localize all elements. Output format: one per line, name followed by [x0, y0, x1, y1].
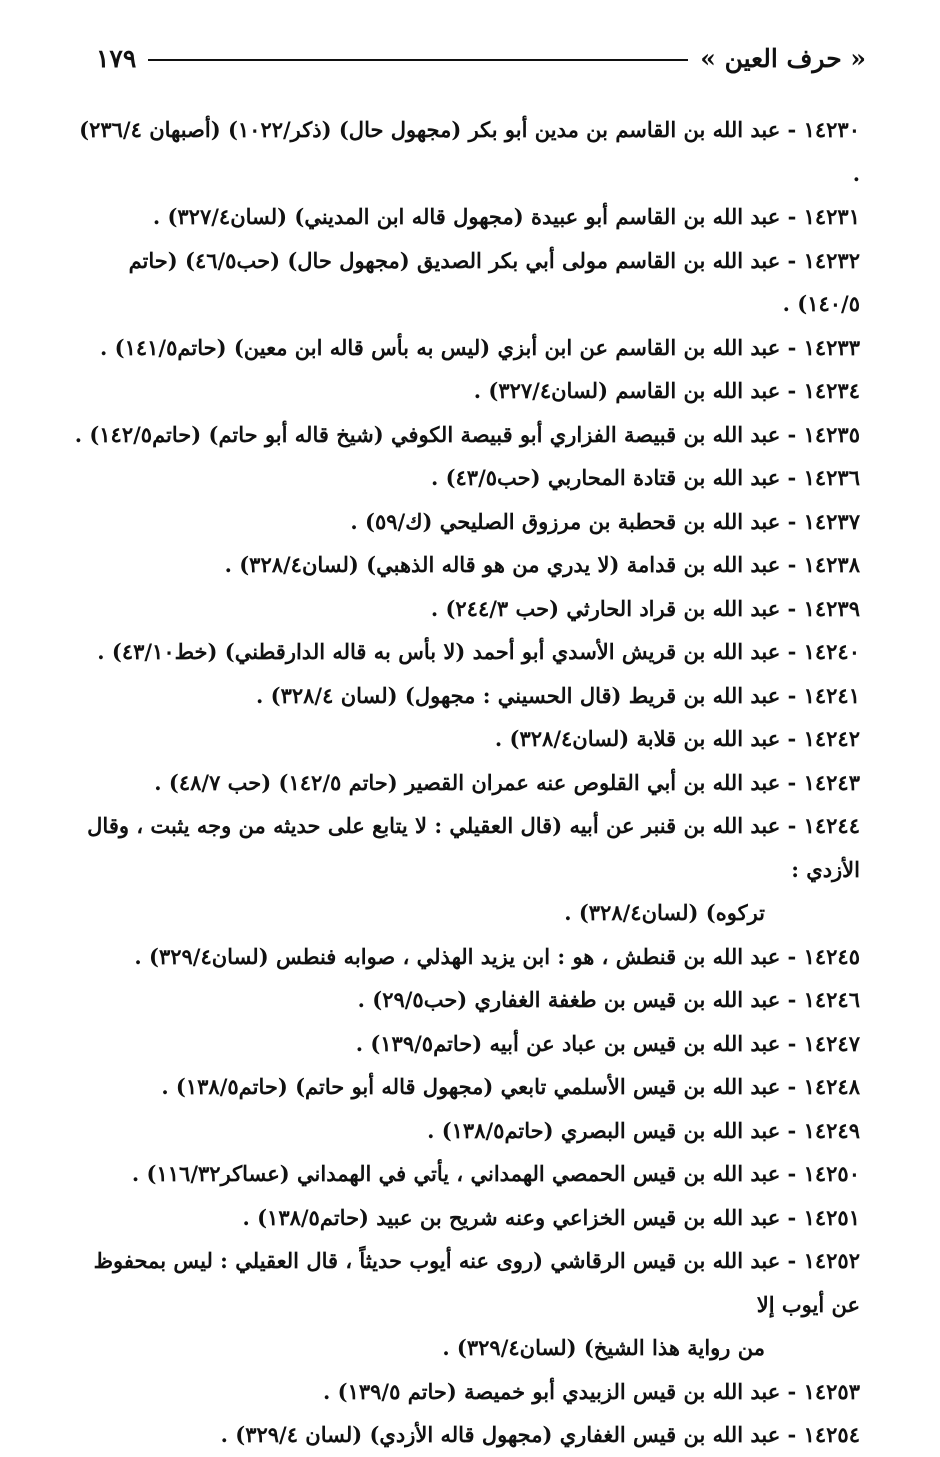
- entry-text: ١٤٢٣٤ - عبد الله بن القاسم (لسان٣٢٧/٤) .: [473, 378, 860, 403]
- entry: [70, 674, 860, 718]
- entry: [70, 587, 860, 631]
- entry-text: ١٤٢٤١ - عبد الله بن قريط (قال الحسيني : مجهول) (لسان ٣٢٨/٤) .: [256, 682, 860, 708]
- entry: [70, 1152, 860, 1196]
- entry: [70, 369, 860, 413]
- entry-text: ١٤٢٥١ - عبد الله بن قيس الخزاعي وعنه شريح بن عبيد (حاتم١٣٨/٥) .: [242, 1204, 860, 1230]
- entry: [70, 978, 860, 1022]
- entry-continuation: من رواية هذا الشيخ) (لسان٣٢٩/٤) .: [442, 1335, 765, 1360]
- entry: [70, 1239, 860, 1370]
- header-rule: [148, 59, 688, 61]
- entry: [70, 717, 860, 761]
- entry: [70, 326, 860, 370]
- entries-list: [70, 108, 860, 1457]
- entry-text: ١٤٢٣١ - عبد الله بن القاسم أبو عبيدة (مجهول قاله ابن المديني) (لسان٣٢٧/٤) .: [152, 204, 860, 229]
- entry: [70, 935, 860, 979]
- entry: [70, 804, 860, 935]
- entry-text: ١٤٢٤٩ - عبد الله بن قيس البصري (حاتم١٣٨/٥) .: [427, 1117, 860, 1143]
- entry-text: ١٤٢٥٣ - عبد الله بن قيس الزبيدي أبو خميصة (حاتم ١٣٩/٥) .: [323, 1378, 860, 1404]
- entry-text: ١٤٢٤٥ - عبد الله بن قنطش ، هو : ابن يزيد الهذلي ، صوابه فنطس (لسان٣٢٩/٤) .: [134, 943, 860, 969]
- page-number: ١٧٩: [96, 43, 137, 73]
- entry: [70, 1022, 860, 1066]
- entry-continuation: تركوه) (لسان٣٢٨/٤) .: [564, 900, 765, 925]
- entry: [70, 630, 860, 674]
- entry: [70, 1065, 860, 1109]
- entry-text: ١٤٢٣٥ - عبد الله بن قبيصة الفزاري أبو قبيصة الكوفي (شيخ قاله أبو حاتم) (حاتم١٤٢/٥) .: [74, 421, 860, 447]
- entry-text: ١٤٢٣٠ - عبد الله بن القاسم بن مدين أبو بكر (مجهول حال) (ذكر/١٠٢٢) (أصبهان ٢٣٦/٤) .: [79, 117, 860, 186]
- entry-text: ١٤٢٣٢ - عبد الله بن القاسم مولى أبي بكر الصديق (مجهول حال) (حب٤٦/٥) (حاتم ١٤٠/٥) .: [128, 247, 860, 316]
- entry: [70, 500, 860, 544]
- entry: [70, 1370, 860, 1414]
- entry: [70, 543, 860, 587]
- entry-text: ١٤٢٥٢ - عبد الله بن قيس الرقاشي (روى عنه أيوب حديثاً ، قال العقيلي : ليس بمحفوظ عن أيوب إلا: [93, 1248, 860, 1317]
- page-header: [96, 38, 866, 78]
- entry-text: ١٤٢٣٧ - عبد الله بن قحطبة بن مرزوق الصليحي (ك/٥٩) .: [350, 508, 860, 534]
- entry: [70, 1196, 860, 1240]
- entry: [70, 108, 860, 195]
- entry-text: ١٤٢٤٧ - عبد الله بن قيس بن عباد عن أبيه (حاتم١٣٩/٥) .: [355, 1030, 860, 1056]
- entry-text: ١٤٢٤٣ - عبد الله بن أبي القلوص عنه عمران القصير (حاتم ١٤٢/٥) (حب ٤٨/٧) .: [154, 769, 860, 795]
- entry-text: ١٤٢٣٩ - عبد الله بن قراد الحارثي (حب ٢٤٤/٣) .: [430, 595, 860, 621]
- entry-text: ١٤٢٤٤ - عبد الله بن قنبر عن أبيه (قال العقيلي : لا يتابع على حديثه من وجه يثبت ، وقال الأزدي :: [87, 813, 860, 882]
- entry: [70, 1109, 860, 1153]
- entry-text: ١٤٢٣٨ - عبد الله بن قدامة (لا يدري من هو قاله الذهبي) (لسان٣٢٨/٤) .: [224, 552, 860, 577]
- entry: [70, 239, 860, 326]
- entry-text: ١٤٢٤٠ - عبد الله بن قريش الأسدي أبو أحمد (لا بأس به قاله الدارقطني) (خط٤٣/١٠) .: [97, 639, 860, 664]
- entry-text: ١٤٢٤٨ - عبد الله بن قيس الأسلمي تابعي (مجهول قاله أبو حاتم) (حاتم١٣٨/٥) .: [161, 1074, 860, 1099]
- entry: [70, 1413, 860, 1457]
- entry: [70, 413, 860, 457]
- entry-text: ١٤٢٥٠ - عبد الله بن قيس الحمصي الهمداني ، يأتي في الهمداني (عساكر١١٦/٣٢) .: [131, 1161, 860, 1186]
- entry-text: ١٤٢٤٢ - عبد الله بن قلابة (لسان٣٢٨/٤) .: [494, 726, 860, 751]
- entry-text: ١٤٢٤٦ - عبد الله بن قيس بن طغفة الغفاري (حب٢٩/٥) .: [357, 987, 860, 1012]
- entry-text: ١٤٢٣٦ - عبد الله بن قتادة المحاربي (حب٤٣/٥) .: [430, 465, 860, 490]
- entry: [70, 456, 860, 500]
- entry: [70, 761, 860, 805]
- entry-text: ١٤٢٥٤ - عبد الله بن قيس الغفاري (مجهول قاله الأزدي) (لسان ٣٢٩/٤) .: [220, 1422, 860, 1447]
- running-title: « حرف العين »: [700, 43, 866, 73]
- entry-text: ١٤٢٣٣ - عبد الله بن القاسم عن ابن أبزي (ليس به بأس قاله ابن معين) (حاتم١٤١/٥) .: [100, 334, 860, 360]
- entry: [70, 195, 860, 239]
